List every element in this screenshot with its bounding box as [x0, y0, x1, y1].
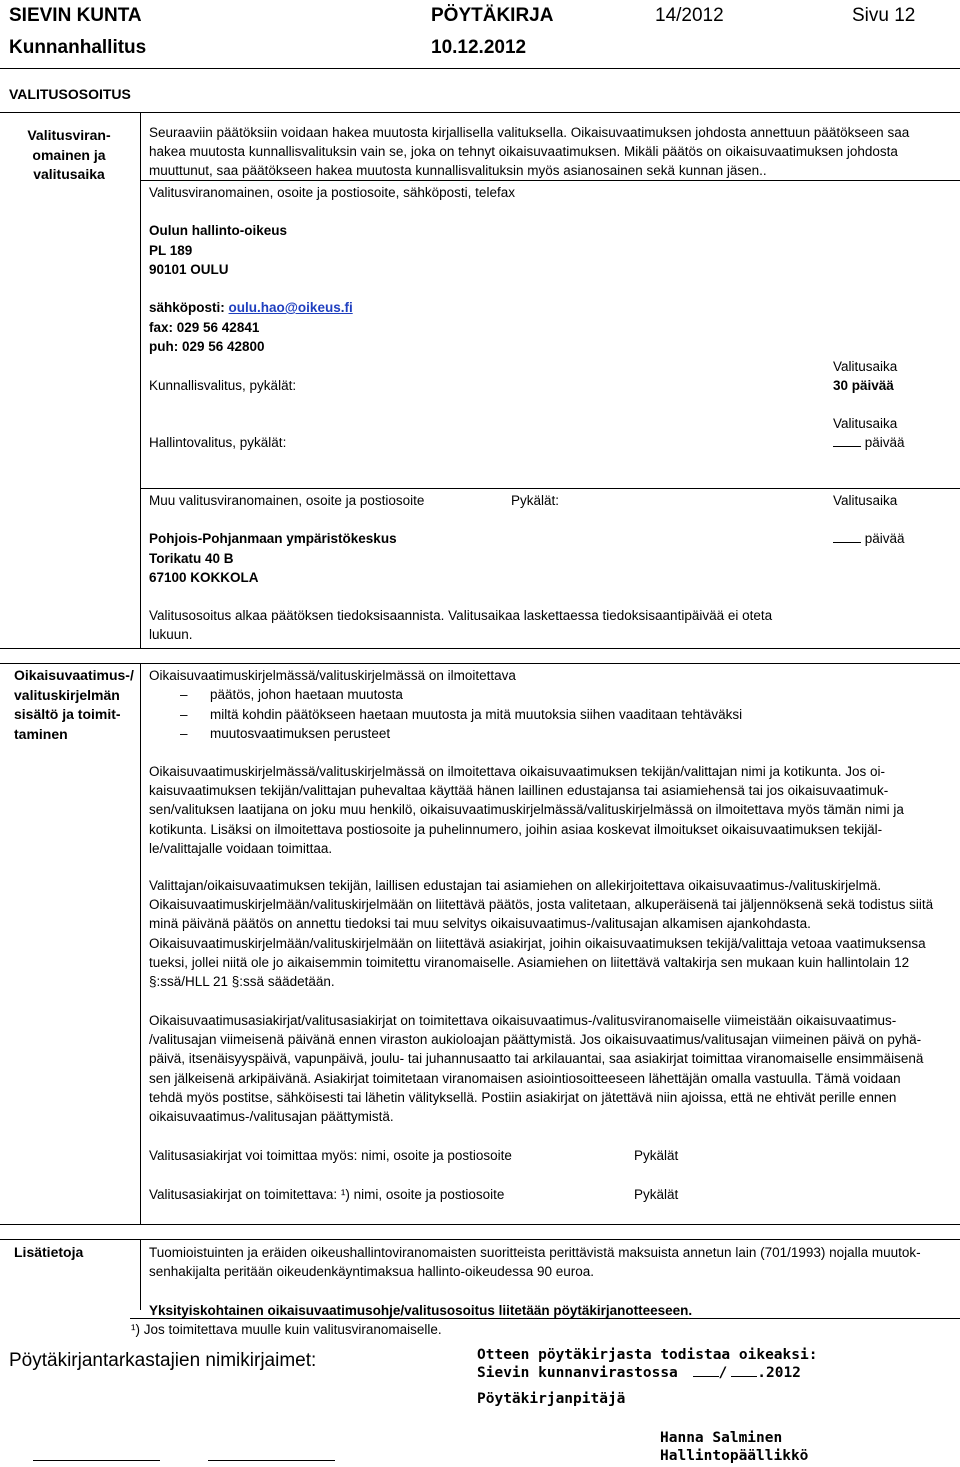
attachments-paragraph [149, 876, 949, 991]
section3-label: Lisätietoja [14, 1244, 84, 1260]
text-line: Oikaisuvaatimuskirjelmässä/valituskirjelmässä on ilmoitettava oikaisuvaatimuksen tekijän/valittajan nimi ja kotikunta. Jos oi- [149, 764, 886, 779]
page-number: Sivu 12 [852, 5, 916, 26]
minutes-number: 14/2012 [655, 5, 724, 26]
appellant-info-paragraph [149, 762, 949, 858]
section2-top-rule [0, 663, 960, 664]
label-line: taminen [14, 725, 68, 742]
text-line: hakea muutosta kunnallisvalituksin vain se, joka on tehnyt oikaisuvaatimuksen. Mikäli päätös on oikaisuvaatimuksen johdosta [149, 144, 898, 160]
meeting-date: 10.12.2012 [431, 37, 527, 58]
list-dash: – [180, 726, 188, 741]
blank-day [693, 1376, 719, 1377]
court-name: Oulun hallinto-oikeus [149, 223, 287, 238]
section1-bottom-rule [0, 648, 960, 649]
text-line: kotikunta. Lisäksi on ilmoitettava postiosoite ja puhelinnumero, joihin asiaa koskevat ilmoitukset oikaisuvaatimuksen tekijäl- [149, 821, 883, 837]
period-note [149, 606, 949, 644]
text-line: le/valittajalle voidaan toimittaa. [149, 840, 333, 856]
label-line: Oikaisuvaatimus-/ [14, 667, 134, 683]
other-authority-postcode: 67100 KOKKOLA [149, 570, 259, 585]
appeal-period-days [833, 433, 905, 452]
label-line: valituskirjelmän [14, 686, 120, 703]
text-line: /valitusajan viimeisenä päivänä ennen viraston aukioloajan päättymistä. Jos oikaisuvaatimus/valitusajan viimeinen päivä on pyhä- [149, 1032, 922, 1048]
phone-number: puh: 029 56 42800 [149, 339, 265, 354]
delivery-paragraph [149, 1011, 949, 1126]
section-title: VALITUSOSOITUS [9, 86, 131, 102]
section3-top-rule [0, 1239, 960, 1240]
deliver-also-label: Valitusasiakirjat voi toimittaa myös: nimi, osoite ja postiosoite [149, 1148, 512, 1163]
text-line: Valitusosoitus alkaa päätöksen tiedoksisaannista. Valitusaikaa laskettaessa tiedoksisaantipäivää ei oteta [149, 608, 773, 623]
label-line: valitusaika [33, 166, 105, 182]
court-po-box: PL 189 [149, 243, 193, 258]
email-link[interactable]: oulu.hao@oikeus.fi [228, 300, 353, 315]
appeal-period-days [833, 529, 905, 548]
header-rule [0, 68, 960, 69]
text-line: lukuun. [149, 627, 193, 643]
label-line: Valitusviran- [27, 127, 111, 143]
section1-divider [140, 112, 141, 649]
deliver-also-sections: Pykälät [634, 1148, 679, 1163]
section2-divider [140, 663, 141, 1225]
document-type: PÖYTÄKIRJA [431, 5, 554, 26]
text-line: Oikaisuvaatimusasiakirjat/valitusasiakirjat on toimitettava oikaisuvaatimus-/valitusviranomaiselle viimeistään oikaisuvaatimus- [149, 1013, 897, 1028]
governing-body: Kunnanhallitus [9, 37, 147, 58]
list-item: muutosvaatimuksen perusteet [210, 726, 391, 741]
appeal-period-value: 30 päivää [833, 378, 894, 393]
section3-divider [140, 1239, 141, 1310]
appeal-period-label: Valitusaika [833, 493, 898, 508]
text-line: kaisuvaatimuksen tekijän/valittajan puhevaltaa käyttää hänen laillinen edustajansa tai asiamiehensä tai jos oikaisuvaatimuk- [149, 783, 889, 799]
admin-appeal-label: Hallintovalitus, pykälät: [149, 435, 287, 450]
section1-top-rule [0, 112, 960, 113]
court-postcode: 90101 OULU [149, 262, 229, 277]
other-authority-heading: Muu valitusviranomainen, osoite ja postiosoite [149, 493, 425, 508]
deliver-to-label: Valitusasiakirjat on toimitettava: ¹) nimi, osoite ja postiosoite [149, 1187, 505, 1202]
text-line: tehdä myös postitse, sähköisesti tai lähetin välityksellä. Postiin asiakirjat on jätettävä niin ajoissa, että ne ehtivät perille ennen [149, 1089, 897, 1105]
text-line: Tuomioistuinten ja eräiden oikeushallintoviranomaisten suoritteista perittävistä maksuista annetun lain (701/1993) nojalla muutok- [149, 1245, 921, 1260]
list-item: miltä kohdin päätökseen haetaan muutosta ja mitä muutoksia siihen vaaditaan tehtäväksi [210, 707, 743, 722]
blank-days [833, 542, 861, 543]
authority-rule [140, 488, 960, 489]
text-line: §:ssä/HLL 21 §:ssä säädetään. [149, 974, 335, 990]
list-item: päätös, johon haetaan muutosta [210, 687, 403, 702]
inspectors-initials-label: Pöytäkirjantarkastajien nimikirjaimet: [9, 1350, 317, 1371]
text-line: minä päivänä päätös on annettu tiedoksi tai muu selvitys oikaisuvaatimus-/valitusajan alkamisen ajankohdasta. [149, 916, 811, 932]
list-dash: – [180, 707, 188, 722]
intro-paragraph [149, 123, 949, 181]
initials-signature-line [208, 1460, 335, 1461]
blank-days [833, 446, 861, 447]
other-authority-street: Torikatu 40 B [149, 551, 234, 566]
certification-line: Otteen pöytäkirjasta todistaa oikeaksi: [477, 1347, 818, 1363]
list-dash: – [180, 687, 188, 702]
secretary-label: Pöytäkirjanpitäjä [477, 1391, 626, 1407]
other-authority-name: Pohjois-Pohjanmaan ympäristökeskus [149, 531, 397, 546]
deliver-to-sections: Pykälät [634, 1187, 679, 1202]
text-line: päivä, itsenäisyyspäivä, vapunpäivä, joulu- tai juhannusaatto tai arkilauantai, saa asiakirjat toimittaa viranomaiselle ensimmäisenä [149, 1051, 924, 1067]
section1-label [0, 126, 138, 185]
days-word: päivää [864, 531, 905, 546]
text-line: tueksi, jollei niitä ole jo aikaisemmin toimitettu viranomaiselle. Asiamiehen on liitettävä valtakirja sen mukaan kuin hallintolain 12 [149, 954, 910, 970]
fees-paragraph [149, 1243, 949, 1281]
text-line: Oikaisuvaatimuskirjelmään/valituskirjelmään on liitettävä asiakirjat, joihin oikaisuvaatimuksen tekijä/valittaja vetoaa vaatimuksensa [149, 935, 926, 951]
section2-bottom-rule [0, 1224, 960, 1225]
content-list-intro: Oikaisuvaatimuskirjelmässä/valituskirjelmässä on ilmoitettava [149, 668, 516, 683]
authority-heading: Valitusviranomainen, osoite ja postiosoite, sähköposti, telefax [149, 185, 515, 200]
municipal-appeal-label: Kunnallisvalitus, pykälät: [149, 378, 297, 393]
footnote-rule [130, 1318, 960, 1319]
signer-title: Hallintopäällikkö [660, 1448, 809, 1464]
text-line: oikaisuvaatimus-/valitusajan päättymistä. [149, 1109, 394, 1125]
text-line: senhakijalta peritään oikeudenkäyntimaksua hallinto-oikeudessa 90 euroa. [149, 1264, 595, 1280]
text-line: Seuraaviin päätöksiin voidaan hakea muutosta kirjallisella valituksella. Oikaisuvaatimuksen johdosta annettuun päätökseen saa [149, 125, 910, 140]
municipality-name: SIEVIN KUNTA [9, 5, 142, 26]
sections-label: Pykälät: [511, 493, 560, 508]
label-line: sisältö ja toimit- [14, 706, 121, 722]
text-line: sen/valituksen laatijana on joku muu henkilö, oikaisuvaatimuskirjelmässä/valituskirjelmässä on ilmoitettava myös tämän nimi ja [149, 802, 904, 818]
footnote: ¹) Jos toimitettava muulle kuin valitusviranomaiselle. [131, 1322, 442, 1337]
office-name: Sievin kunnanvirastossa [477, 1365, 678, 1381]
text-line: Valittajan/oikaisuvaatimuksen tekijän, laillisen edustajan tai asiamiehen on allekirjoitettava oikaisuvaatimus-/valituskirjelmä. [149, 878, 882, 893]
text-line: sen jälkeisenä arkipäivänä. Asiakirjat toimitetaan viranomaisen asiointiosoitteeseen lähettäjän omalla vastuulla. Tämä voidaan [149, 1070, 901, 1086]
label-line: omainen ja [32, 146, 106, 163]
appeal-period-label: Valitusaika [833, 359, 898, 374]
instruction-note: Yksityiskohtainen oikaisuvaatimusohje/valitusosoitus liitetään pöytäkirjanotteeseen. [149, 1303, 693, 1318]
text-line: Oikaisuvaatimuskirjelmään/valituskirjelmään on liitettävä päätös, josta valitetaan, alkuperäisenä tai jäljennöksenä sekä todistus siitä [149, 897, 934, 913]
text-line: muuttunut, saa päätökseen hakea muutosta kunnallisvalituksin myös asianosainen sekä kunnan jäsen.. [149, 163, 767, 179]
appeal-period-label: Valitusaika [833, 416, 898, 431]
email-label: sähköposti: [149, 300, 225, 315]
section2-label [14, 666, 134, 744]
certification-place [477, 1365, 801, 1381]
email-line [149, 298, 353, 317]
days-word: päivää [864, 435, 905, 450]
signer-name: Hanna Salminen [660, 1430, 783, 1446]
year: .2012 [757, 1365, 801, 1381]
initials-signature-line [33, 1460, 160, 1461]
blank-month [731, 1376, 757, 1377]
fax-number: fax: 029 56 42841 [149, 320, 260, 335]
date-separator: / [718, 1365, 728, 1381]
